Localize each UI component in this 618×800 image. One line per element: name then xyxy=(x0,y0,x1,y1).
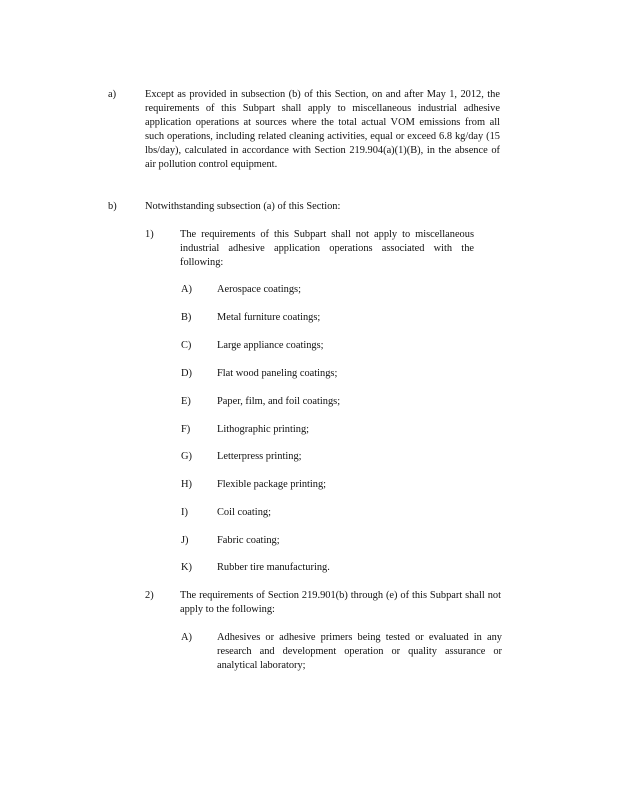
list-item-text: Adhesives or adhesive primers being tested or evaluated in any research and development operation or quality assurance or analytical laboratory; xyxy=(217,632,502,671)
list-item-text: Aerospace coatings; xyxy=(217,284,301,295)
list-item-text: Lithographic printing; xyxy=(217,424,310,435)
list-item-text: Fabric coating; xyxy=(217,535,280,546)
list-item-label: D) xyxy=(181,368,192,379)
list-item-text: Flexible package printing; xyxy=(217,479,327,490)
list-item-text: Large appliance coatings; xyxy=(217,340,324,351)
paragraph-b1-text: The requirements of this Subpart shall not apply to miscellaneous industrial adhesive application operations associated with the following: xyxy=(180,229,474,268)
list-item-text: Flat wood paneling coatings; xyxy=(217,368,338,379)
list-item-text: Rubber tire manufacturing. xyxy=(217,562,330,573)
subsection-b-text: Notwithstanding subsection (a) of this Section: xyxy=(145,201,341,212)
subsection-a-text: Except as provided in subsection (b) of this Section, on and after May 1, 2012, the requirements of this Subpart shall apply to miscellaneous industrial adhesive application operations at sources where the total actual VOM emissions from all such operations, including related cleaning activities, equal or exceed 6.8 kg/day (15 lbs/day), calculated in accordance with Section 219.904(a)(1)(B), in the absence of air pollution control equipment. xyxy=(145,89,500,170)
paragraph-b2-label: 2) xyxy=(145,590,154,601)
list-item-label: K) xyxy=(181,562,192,573)
paragraph-b2-text: The requirements of Section 219.901(b) through (e) of this Subpart shall not apply to the following: xyxy=(180,590,501,615)
list-item-label: B) xyxy=(181,312,192,323)
list-item-label: G) xyxy=(181,451,192,462)
list-item-text: Paper, film, and foil coatings; xyxy=(217,396,341,407)
list-item-text: Coil coating; xyxy=(217,507,271,518)
list-item-label: C) xyxy=(181,340,192,351)
list-item-label: I) xyxy=(181,507,188,518)
list-item-label: A) xyxy=(181,632,192,643)
list-item-label: A) xyxy=(181,284,192,295)
subsection-b-label: b) xyxy=(108,201,117,212)
list-item-label: E) xyxy=(181,396,191,407)
paragraph-b1-label: 1) xyxy=(145,229,154,240)
list-item-text: Metal furniture coatings; xyxy=(217,312,321,323)
list-item-text: Letterpress printing; xyxy=(217,451,302,462)
list-item-label: J) xyxy=(181,535,189,546)
list-item-label: F) xyxy=(181,424,191,435)
subsection-a-label: a) xyxy=(108,89,117,100)
list-item-label: H) xyxy=(181,479,192,490)
